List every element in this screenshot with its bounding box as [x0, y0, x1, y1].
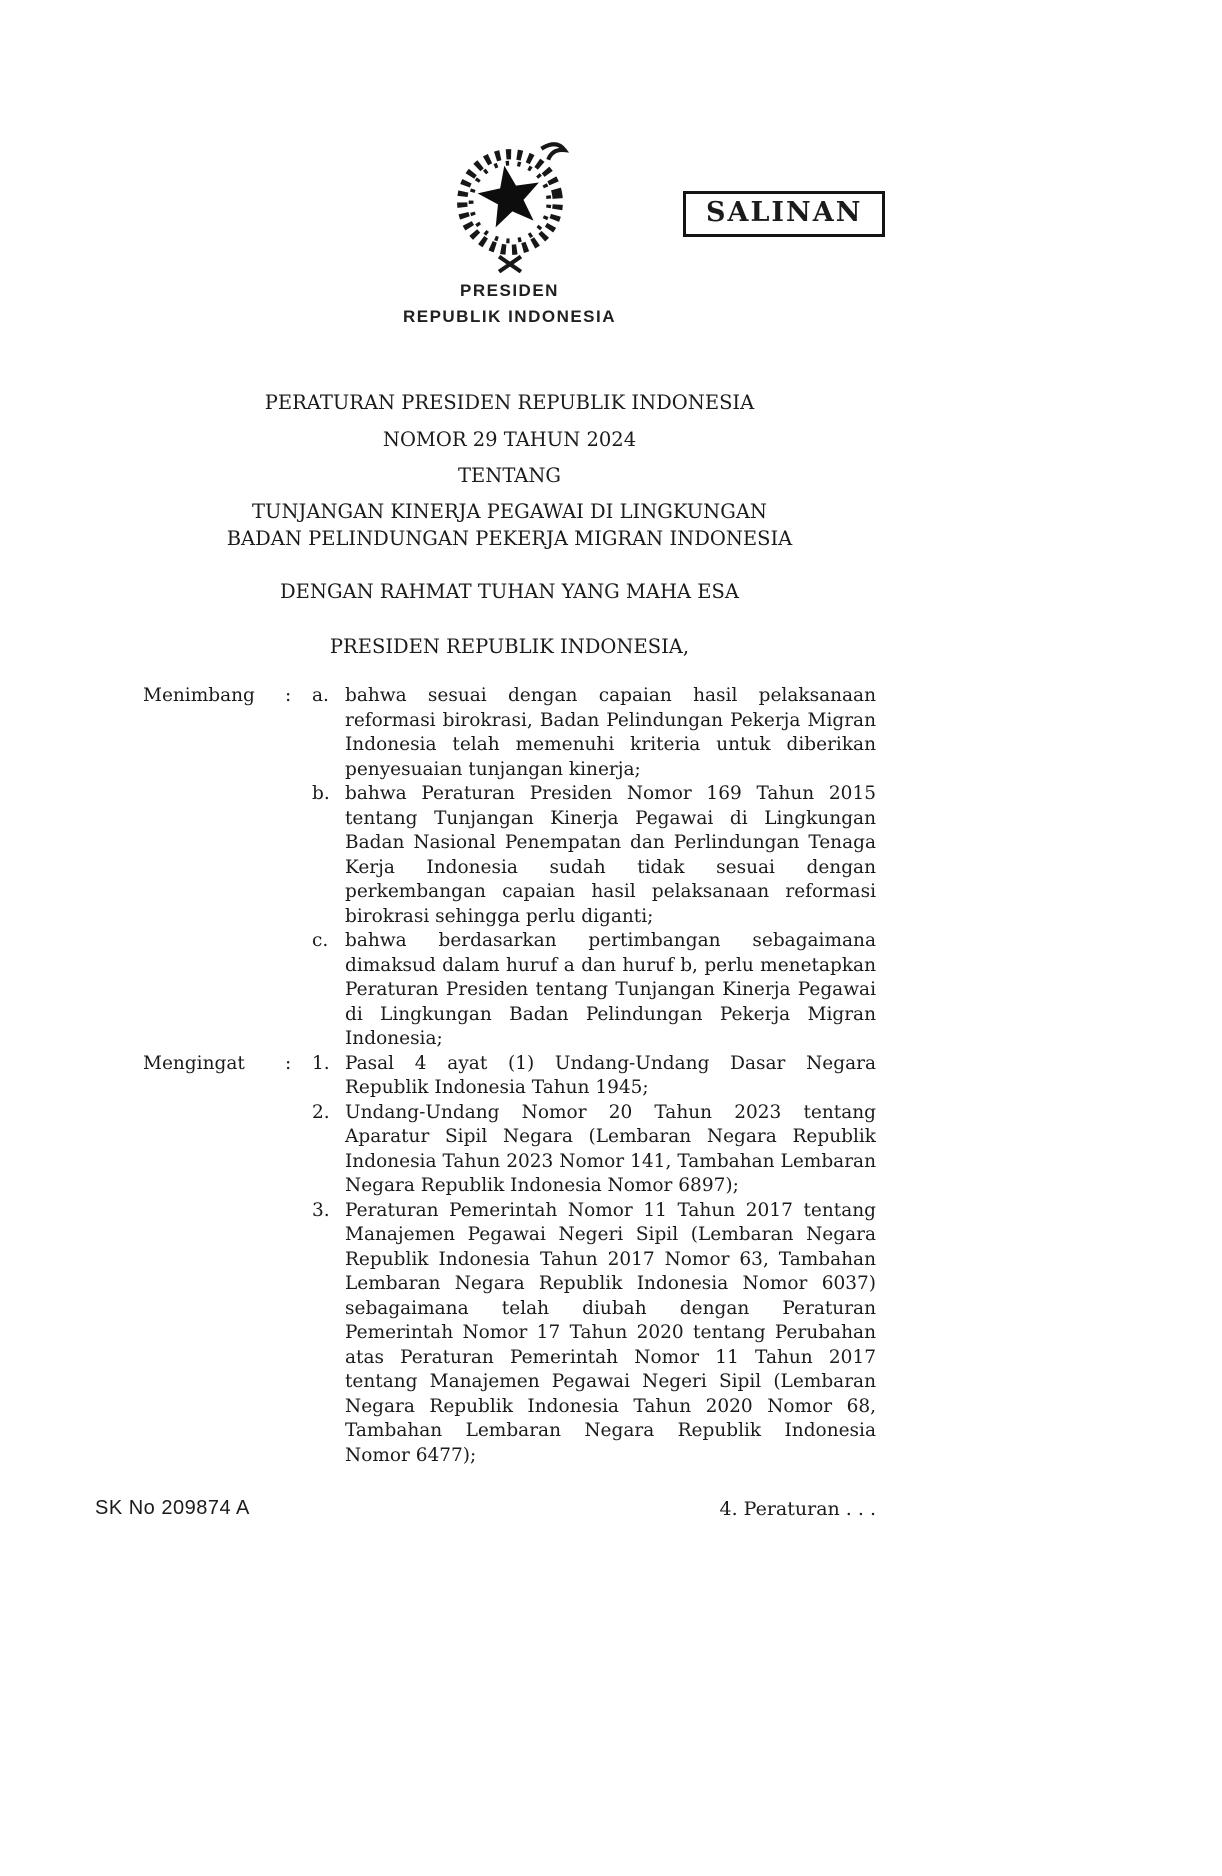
considering-label: Menimbang [143, 685, 255, 706]
item-marker: b. [312, 783, 330, 804]
recalling-items [312, 1052, 876, 1469]
item-text: Undang-Undang Nomor 20 Tahun 2023 tentang Aparatur Sipil Negara (Lembaran Negara Republik Indonesia Tahun 2023 Nomor 141, Tambahan Lembaran Negara Republik Indonesia Nomor 6897); [345, 1101, 876, 1196]
list-item [312, 929, 876, 1052]
list-item [312, 1101, 876, 1199]
letterhead-presiden: PRESIDEN [460, 281, 559, 300]
authority-line: PRESIDEN REPUBLIK INDONESIA, [329, 635, 690, 658]
item-marker: 3. [312, 1199, 330, 1221]
presidential-seal-emblem [440, 131, 580, 273]
list-item [312, 782, 876, 929]
salinan-stamp: SALINAN [683, 191, 885, 237]
considering-items [312, 684, 876, 1052]
item-text: bahwa Peraturan Presiden Nomor 169 Tahun 2015 tentang Tunjangan Kinerja Pegawai di Lingkungan Badan Nasional Penempatan dan Perlindungan Tenaga Kerja Indonesia sudah tidak sesuai dengan perkembangan capaian hasil pelaksanaan reformasi birokrasi sehingga perlu diganti; [345, 783, 876, 927]
title-block [143, 389, 876, 660]
item-text: bahwa sesuai dengan capaian hasil pelaksanaan reformasi birokrasi, Badan Pelindungan Pekerja Migran Indonesia telah memenuhi kriteria untuk diberikan penyesuaian tunjangan kinerja; [345, 685, 876, 780]
list-item [312, 1052, 876, 1101]
letterhead-republik-indonesia: REPUBLIK INDONESIA [402, 307, 617, 326]
item-marker: a. [312, 685, 329, 706]
document-type-title: PERATURAN PRESIDEN REPUBLIK INDONESIA [264, 391, 755, 414]
list-item [312, 1199, 876, 1469]
subject-line-2: BADAN PELINDUNGAN PEKERJA MIGRAN INDONESIA [226, 527, 793, 550]
content-column [143, 0, 876, 1520]
letterhead [143, 281, 876, 327]
recalling-label: Mengingat [143, 1052, 245, 1074]
document-number: NOMOR 29 TAHUN 2024 [382, 428, 637, 451]
item-text: Pasal 4 ayat (1) Undang-Undang Dasar Negara Republik Indonesia Tahun 1945; [345, 1052, 876, 1098]
item-marker: 2. [312, 1101, 330, 1123]
invocation-line: DENGAN RAHMAT TUHAN YANG MAHA ESA [280, 580, 739, 603]
item-text: bahwa berdasarkan pertimbangan sebagaimana dimaksud dalam huruf a dan huruf b, perlu menetapkan Peraturan Presiden tentang Tunjangan Kinerja Pegawai di Lingkungan Badan Pelindungan Pekerja Migran Indonesia; [345, 930, 876, 1049]
subject-line-1: TUNJANGAN KINERJA PEGAWAI DI LINGKUNGAN [252, 500, 767, 523]
considering-clause [143, 684, 876, 1052]
item-marker: 1. [312, 1052, 330, 1074]
page-continuation-marker: 4. Peraturan . . . [719, 1498, 876, 1520]
list-item [312, 684, 876, 782]
recalling-clause [143, 1052, 876, 1469]
tentang-label: TENTANG [458, 464, 561, 487]
recalling-separator: : [285, 1052, 292, 1074]
body-clauses [143, 684, 876, 1468]
sk-print-code: SK No 209874 A [95, 1497, 250, 1519]
item-text: Peraturan Pemerintah Nomor 11 Tahun 2017 tentang Manajemen Pegawai Negeri Sipil (Lembaran Negara Republik Indonesia Tahun 2017 Nomor 63, Tambahan Lembaran Negara Republik Indonesia Nomor 6037) sebagaimana telah diubah dengan Peraturan Pemerintah Nomor 17 Tahun 2020 tentang Perubahan atas Peraturan Pemerintah Nomor 11 Tahun 2017 tentang Manajemen Pegawai Negeri Sipil (Lembaran Negara Republik Indonesia Tahun 2020 Nomor 68, Tambahan Lembaran Negara Republik Indonesia Nomor 6477); [345, 1199, 876, 1466]
considering-separator: : [285, 685, 292, 706]
item-marker: c. [312, 930, 329, 951]
